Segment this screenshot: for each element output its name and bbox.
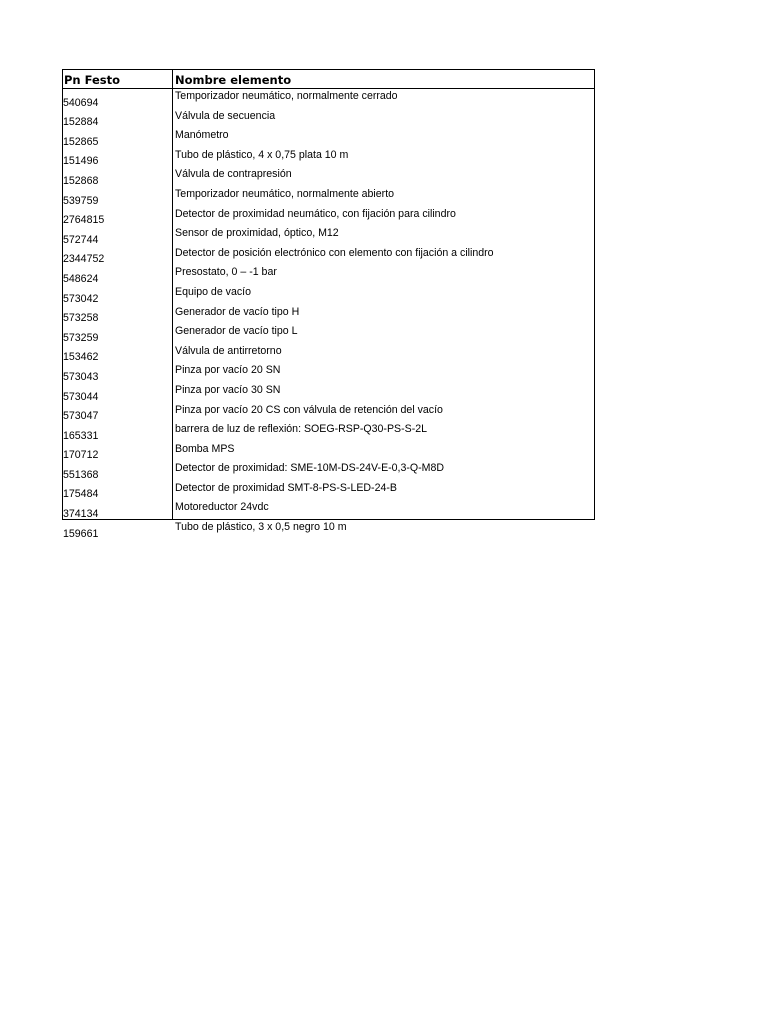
part-number-cell: 2764815 bbox=[63, 214, 105, 227]
parts-table bbox=[62, 69, 596, 540]
table-row bbox=[62, 520, 596, 540]
part-number-cell: 573042 bbox=[63, 292, 99, 305]
element-name-cell: Tubo de plástico, 4 x 0,75 plata 10 m bbox=[175, 148, 349, 161]
part-number-cell: 573047 bbox=[63, 410, 99, 423]
part-number-cell: 374134 bbox=[63, 508, 99, 521]
table-row bbox=[62, 344, 596, 364]
part-number-cell: 165331 bbox=[63, 429, 99, 442]
element-name-cell: Tubo de plástico, 3 x 0,5 negro 10 m bbox=[175, 521, 347, 534]
element-name-cell: Sensor de proximidad, óptico, M12 bbox=[175, 227, 339, 240]
part-number-cell: 152884 bbox=[63, 116, 99, 129]
element-name-cell: Generador de vacío tipo L bbox=[175, 325, 298, 338]
element-name-cell: Equipo de vacío bbox=[175, 285, 251, 298]
part-number-cell: 159661 bbox=[63, 527, 99, 540]
part-number-cell: 151496 bbox=[63, 155, 99, 168]
element-name-cell: barrera de luz de reflexión: SOEG-RSP-Q30-PS-S-2L bbox=[175, 423, 427, 436]
part-number-cell: 573258 bbox=[63, 312, 99, 325]
element-name-cell: Temporizador neumático, normalmente cerrado bbox=[175, 90, 398, 102]
element-name-cell: Generador de vacío tipo H bbox=[175, 305, 300, 318]
element-name-cell: Detector de proximidad neumático, con fijación para cilindro bbox=[175, 207, 456, 220]
element-name-cell: Pinza por vacío 20 CS con válvula de retención del vacío bbox=[175, 403, 443, 416]
table-row bbox=[62, 89, 596, 109]
table-row bbox=[62, 128, 596, 148]
part-number-cell: 572744 bbox=[63, 233, 99, 246]
table-row bbox=[62, 305, 596, 325]
part-number-cell: 152868 bbox=[63, 174, 99, 187]
table-row bbox=[62, 324, 596, 344]
table-row bbox=[62, 167, 596, 187]
table-row bbox=[62, 207, 596, 227]
element-name-cell: Detector de posición electrónico con elemento con fijación a cilindro bbox=[175, 246, 494, 259]
element-name-cell: Pinza por vacío 30 SN bbox=[175, 383, 281, 396]
header-pn-festo: Pn Festo bbox=[64, 72, 121, 87]
element-name-cell: Válvula de secuencia bbox=[175, 109, 276, 122]
table-row bbox=[62, 500, 596, 520]
table-row bbox=[62, 148, 596, 168]
element-name-cell: Presostato, 0 – -1 bar bbox=[175, 266, 277, 279]
part-number-cell: 551368 bbox=[63, 468, 99, 481]
part-number-cell: 152865 bbox=[63, 135, 99, 148]
element-name-cell: Válvula de contrapresión bbox=[175, 168, 292, 181]
part-number-cell: 175484 bbox=[63, 488, 99, 501]
element-name-cell: Temporizador neumático, normalmente abierto bbox=[175, 187, 395, 200]
part-number-cell: 573259 bbox=[63, 331, 99, 344]
header-nombre-elemento: Nombre elemento bbox=[175, 72, 292, 87]
table-row bbox=[62, 285, 596, 305]
element-name-cell: Pinza por vacío 20 SN bbox=[175, 364, 281, 377]
part-number-cell: 548624 bbox=[63, 272, 99, 285]
element-name-cell: Detector de proximidad: SME-10M-DS-24V-E-0,3-Q-M8D bbox=[175, 462, 445, 475]
table-row bbox=[62, 481, 596, 501]
part-number-cell: 540694 bbox=[63, 96, 99, 109]
table-row bbox=[62, 422, 596, 442]
table-row bbox=[62, 383, 596, 403]
element-name-cell: Manómetro bbox=[175, 129, 229, 142]
part-number-cell: 2344752 bbox=[63, 253, 105, 266]
table-row bbox=[62, 226, 596, 246]
table-row bbox=[62, 461, 596, 481]
table-row bbox=[62, 109, 596, 129]
table-row bbox=[62, 403, 596, 423]
header-row bbox=[62, 69, 596, 89]
element-name-cell: Motoreductor 24vdc bbox=[175, 501, 269, 514]
element-name-cell: Bomba MPS bbox=[175, 442, 235, 455]
table-row bbox=[62, 246, 596, 266]
part-number-cell: 153462 bbox=[63, 351, 99, 364]
part-number-cell: 539759 bbox=[63, 194, 99, 207]
element-name-cell: Válvula de antirretorno bbox=[175, 344, 282, 357]
table-row bbox=[62, 363, 596, 383]
part-number-cell: 170712 bbox=[63, 449, 99, 462]
element-name-cell: Detector de proximidad SMT-8-PS-S-LED-24-B bbox=[175, 481, 397, 494]
part-number-cell: 573044 bbox=[63, 390, 99, 403]
table-row bbox=[62, 265, 596, 285]
part-number-cell: 573043 bbox=[63, 370, 99, 383]
table-row bbox=[62, 187, 596, 207]
table-row bbox=[62, 442, 596, 462]
